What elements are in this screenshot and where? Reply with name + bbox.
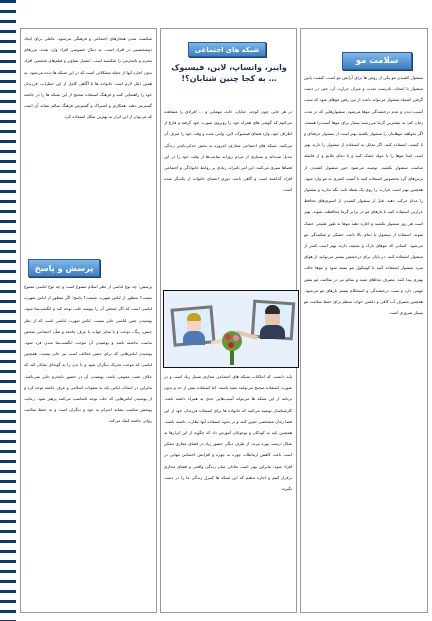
social-article-text-bottom: باید دانست که امکانات شبکه های اجتماعی مجازی بسیار زیاد است و در صورت استفاده صحیح می‌توانند مفید باشند. اما استفاده بیش از حد و بدون برنامه از این شبکه ها می‌تواند آسیب‌هایی جدی به همراه داشته باشد. کارشناسان توصیه می‌کنند که خانواده ها برای استفاده فرزندان خود از این فضا زمان مشخصی تعیین کنند و بر نحوه استفاده آنها نظارت داشته باشند. همچنین باید به کودکان و نوجوانان آموزش داد که چگونه از این ابزارها به شکل درست بهره ببرند. از طرف دیگر، حضور زیاد در فضای مجازی ممکن است باعث کاهش ارتباطات چهره به چهره و افزایش احساس تنهایی در افراد شود. بنابراین بهتر است تعادلی میان زندگی واقعی و فضای مجازی برقرار کنیم و اجازه ندهیم که این شبکه ها کنترل زندگی ما را در دست بگیرند. xyxy=(164,374,292,492)
health-section-title: سلامت مو xyxy=(342,52,412,70)
decorative-page-edge xyxy=(0,0,16,621)
woman-figure-icon xyxy=(187,313,201,331)
health-article-text: سشوار کشیدن مو یکی از روش ها برای آرایش مو است. کیفیت پایین سشوار یا انتخاب نادرست شدت و میزان حرارت آن، حتی در دست گرفتن اشتباه سشوار می‌تواند باعث از بین رفتن موهای شود که سبب آسیب دیدن و عدم درخشندگی موها می‌شود. سشوارهایی که در مدت زمان کم، به بیشترین گرما می‌رسند بسیار برای موها آسیب‌زا هستند. اگر بخواهید موهایتان را سشوار بکشید بهتر است از سشوار حرفه‌ای و با کیفیت استفاده کنید. اگر تمایل به استفاده از سشوار را دارید بهتر است ابتدا موها را با حوله خشک کنید و با دمای ملایم و از فاصله مناسب سشوار بکشید. توصیه می‌شود حین سشوار کشیدن از برس‌های گرد مخصوص استفاده کنید تا آسیب کمتری به مو وارد شود. همچنین بهتر است حرارت را روی یک نقطه ثابت نگه ندارید و سشوار را مدام حرکت دهید. قبل از سشوار کشیدن از اسپری‌های محافظ حرارتی استفاده کنید تا تارهای مو در برابر گرما محافظت شوند. بهتر است هر روز سشوار نکشید و اجازه دهید موها به طور طبیعی خشک شوند. استفاده از سشوار با دمای بالا باعث خشکی و شکنندگی مو می‌شود. کسانی که موهای نازک و ضعیف دارند بهتر است کمتر از سشوار استفاده کنند. در پایان برای درخشش بیشتر می‌توانید از هوای سرد سشوار استفاده کنید تا کوتیکول مو بسته شود و موها حالت بهتری پیدا کنند. مصرف غذاهای مفید و سالم نیز در سلامت مو نقش مهمی دارد و سبب درخشندگی و استحکام بیشتر تارهای مو می‌شود. همچنین مصرف آب کافی و داشتن خواب منظم برای حفظ سلامت مو بسیار ضروری است. xyxy=(304,75,423,316)
social-article-continuation-text: شکست شدن هنجارهای اجتماعی و فرهنگی می‌شود. عاملی برای ایجاد دوشخصیتی در افراد است. به دنبال خصوصی افراد وارد شده، مرزهای محرم و نامحرمی را شکسته است. انتشار تصاویر و فیلم‌های شخصی افراد بدون اجازه آنها از جمله مشکلاتی است که در این شبکه ها دیده می‌شود. به همین دلیل لازم است خانواده ها با آگاهی کامل از این خطرات، فرزندان خود را راهنمایی کنند و فرهنگ استفاده صحیح از این شبکه ها را در جامعه گسترش دهند. همکاری و اشتراک و گسترش فرهنگ سالم نشانه آن است که می‌توان از این ابزار به بهترین شکل استفاده کرد. xyxy=(24,36,152,120)
social-article-headline: وایبر، واتساپ، لاین، فیسبوک … به کجا چنین شتابان؟! xyxy=(171,63,287,83)
man-figure-icon xyxy=(265,305,280,325)
social-section-title: شبکه های اجتماعی xyxy=(188,42,266,57)
qa-article-text: پرسش: چه نوع لباسی از نظر اسلام ممنوع است و چه نوع لباسی ممنوع نیست؟ منظور از لباس شهرت چیست؟ پاسخ: اگر منظور از لباس شهرت لباسی است که اگر شخص آن را بپوشد جلب توجه کند و انگشت‌نما شود، پوشیدن چنین لباسی جایز نیست. لباس شهرت لباسی است که از نظر جنس، رنگ، دوخت و یا سایر جهات با عرف جامعه و شأن اجتماعی شخص تناسب نداشته باشد و پوشیدن آن موجب انگشت‌نما شدن فرد شود. پوشیدن لباس‌هایی که برای جنس مخالف است نیز جایز نیست. همچنین لباسی که موجب تحریک دیگران شود و یا بدن را به گونه‌ای نمایان کند که خلاف عفت عمومی باشد، پوشیدن آن در حضور نامحرم جایز نمی‌باشد. بنابراین در انتخاب لباس باید به شئونات اسلامی و عرف جامعه توجه کرد و از پوشیدن لباس‌هایی که جلب توجه نامناسب می‌کنند پرهیز نمود. رعایت پوشش مناسب نشانه احترام به خود و دیگران است و به حفظ سلامت روانی جامعه کمک می‌کند. xyxy=(24,284,152,424)
flower-bouquet-icon xyxy=(222,331,242,351)
social-article-text-top: در هر جایی چون کوچه، خیابان، خانه، مهمانی و … افرادی را مشاهده می‌کنیم که گوشی های همراه خود را روبروی صورت خود گرفته و فارغ از اطراف خود، وارد فضای فیسبوک، لاین، وایبر، شده و وقت خود را صرف آن می‌کنند. شبکه های اجتماعی مجازی، امروزه به بخش جدایی‌ناپذیر زندگی تبدیل شده‌اند و بسیاری از مردم روزانه ساعت‌ها از وقت خود را در این فضاها سپری می‌کنند. این امر تاثیرات زیادی بر روابط خانوادگی و اجتماعی افراد گذاشته است و گاهی باعث دوری اعضای خانواده از یکدیگر شده است. xyxy=(164,109,292,193)
social-media-illustration xyxy=(163,290,299,368)
qa-section-title: پرسش و پاسخ xyxy=(28,259,100,277)
